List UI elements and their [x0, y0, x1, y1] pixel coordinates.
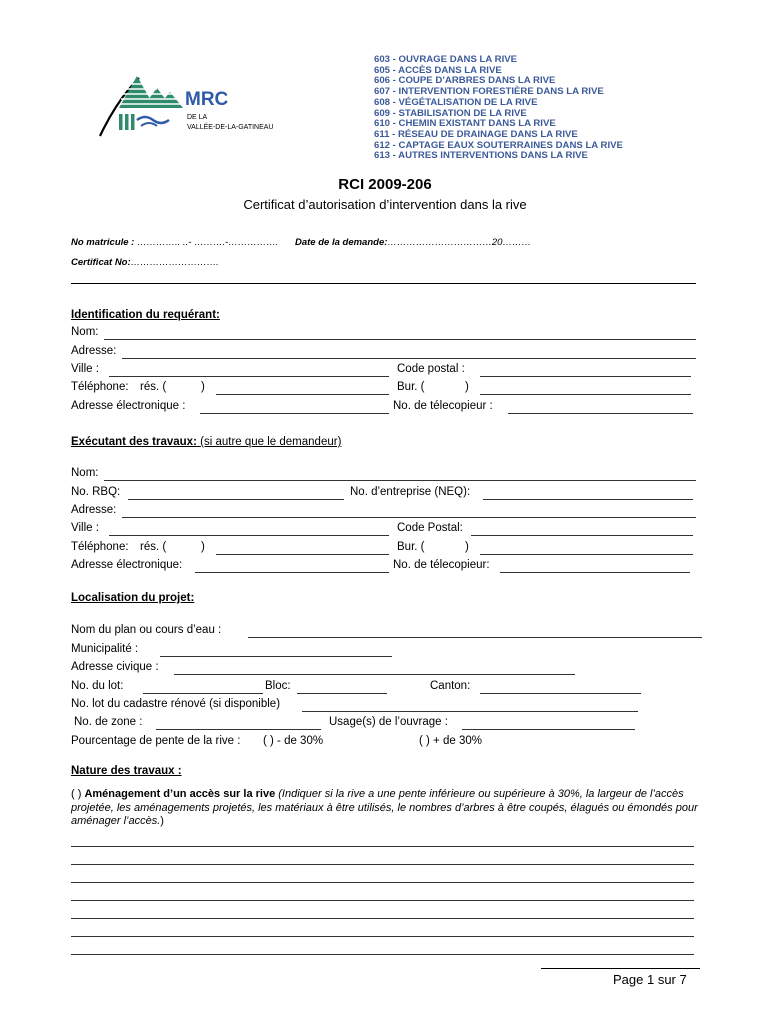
nature-acces-title: Aménagement d’un accès sur la rive	[84, 788, 276, 800]
requerant-res-label: rés. (	[140, 381, 167, 393]
adresse-civique-label: Adresse civique :	[71, 661, 159, 673]
executant-telephone-label: Téléphone:	[71, 541, 129, 553]
matricule-value[interactable]: ………….. ..- ……….-…………….	[137, 237, 279, 248]
requerant-nom-field[interactable]	[104, 339, 696, 340]
document-subtitle: Certificat d’autorisation d’intervention dans la rive	[243, 197, 527, 212]
logo-text-de-la: DE LA	[187, 114, 208, 121]
nature-answer-line[interactable]	[71, 900, 694, 901]
requerant-bur-field[interactable]	[480, 394, 691, 395]
executant-courriel-label: Adresse électronique:	[71, 559, 183, 571]
executant-heading-row	[71, 436, 341, 448]
municipalite-field[interactable]	[160, 656, 392, 657]
date-label: Date de la demande:	[295, 237, 388, 248]
plan-eau-label: Nom du plan ou cours d’eau :	[71, 624, 222, 636]
bloc-field[interactable]	[297, 693, 387, 694]
lot-label: No. du lot:	[71, 680, 124, 692]
nature-answer-line[interactable]	[71, 882, 694, 883]
nature-answer-line[interactable]	[71, 864, 694, 865]
requerant-ville-field[interactable]	[109, 376, 389, 377]
date-row	[295, 237, 531, 248]
nature-heading: Nature des travaux :	[71, 765, 182, 777]
matricule-label: No matricule :	[71, 237, 135, 248]
adresse-civique-field[interactable]	[174, 674, 575, 675]
canton-field[interactable]	[480, 693, 641, 694]
code-item: 611 - RÉSEAU DE DRAINAGE DANS LA RIVE	[374, 128, 578, 140]
executant-res-paren: )	[201, 541, 205, 553]
certificat-row	[71, 257, 219, 268]
logo-text-vallee: VALLÉE-DE-LA-GATINEAU	[187, 124, 274, 131]
executant-rbq-field[interactable]	[128, 499, 344, 500]
requerant-telephone-label: Téléphone:	[71, 381, 129, 393]
zone-label: No. de zone :	[74, 716, 143, 728]
executant-nom-label: Nom:	[71, 467, 99, 479]
code-item: 609 - STABILISATION DE LA RIVE	[374, 107, 527, 119]
executant-bur-paren: )	[465, 541, 469, 553]
canton-label: Canton:	[430, 680, 471, 692]
page-number: Page 1 sur 7	[613, 972, 687, 987]
nature-acces-close: )	[160, 815, 164, 827]
nature-answer-line[interactable]	[71, 936, 694, 937]
executant-res-label: rés. (	[140, 541, 167, 553]
requerant-heading: Identification du requérant:	[71, 309, 220, 321]
code-item: 606 - COUPE D’ARBRES DANS LA RIVE	[374, 75, 556, 87]
code-item: 607 - INTERVENTION FORESTIÈRE DANS LA RIVE	[374, 86, 604, 98]
requerant-telecopieur-field[interactable]	[508, 413, 693, 414]
executant-neq-field[interactable]	[483, 499, 693, 500]
requerant-courriel-label: Adresse électronique :	[71, 400, 186, 412]
executant-telecopieur-field[interactable]	[500, 572, 690, 573]
certificat-value[interactable]: ……………………….	[130, 257, 219, 268]
cadastre-label: No. lot du cadastre rénové (si disponible)	[71, 698, 281, 710]
executant-neq-label: No. d’entreprise (NEQ):	[350, 486, 471, 498]
requerant-code-postal-label: Code postal :	[397, 363, 465, 375]
matricule-row	[71, 237, 278, 248]
code-item: 612 - CAPTAGE EAUX SOUTERRAINES DANS LA RIVE	[374, 139, 623, 151]
nature-answer-line[interactable]	[71, 846, 694, 847]
requerant-bur-label: Bur. (	[397, 381, 425, 393]
localisation-heading: Localisation du projet:	[71, 592, 195, 604]
executant-courriel-field[interactable]	[195, 572, 389, 573]
nature-acces-instructions: (Indiquer si la rive a une pente inférieure ou supérieure à 30%, la largeur de l’accès projetée, les aménagements projetés, les matériaux à être utilisés, le nombres d’arbres à être coupés, élagués ou émondés pour aménager l’accès.	[71, 788, 698, 827]
mrc-logo	[97, 72, 287, 142]
requerant-bur-paren: )	[465, 381, 469, 393]
nature-acces-checkbox[interactable]: ( )	[71, 788, 82, 800]
nature-item-acces	[71, 788, 701, 829]
requerant-ville-label: Ville :	[71, 363, 99, 375]
executant-heading: Exécutant des travaux:	[71, 436, 197, 448]
requerant-courriel-field[interactable]	[200, 413, 389, 414]
code-item: 603 - OUVRAGE DANS LA RIVE	[374, 54, 518, 65]
nature-answer-line[interactable]	[71, 918, 694, 919]
requerant-code-postal-field[interactable]	[480, 376, 691, 377]
executant-heading-note: (si autre que le demandeur)	[200, 436, 342, 448]
code-item: 608 - VÉGÉTALISATION DE LA RIVE	[374, 96, 538, 108]
logo-text-mrc: MRC	[185, 89, 229, 110]
requerant-res-paren: )	[201, 381, 205, 393]
document-title: RCI 2009-206	[338, 176, 432, 193]
nature-answer-line[interactable]	[71, 954, 694, 955]
code-item: 610 - CHEMIN EXISTANT DANS LA RIVE	[374, 118, 556, 130]
lot-field[interactable]	[143, 693, 263, 694]
executant-res-field[interactable]	[216, 554, 389, 555]
pente-moins-30-checkbox[interactable]: ( ) - de 30%	[263, 735, 324, 747]
plan-eau-field[interactable]	[248, 637, 702, 638]
date-value[interactable]: ……………………………20………	[387, 237, 531, 248]
executant-rbq-label: No. RBQ:	[71, 486, 121, 498]
requerant-res-field[interactable]	[216, 394, 389, 395]
executant-bur-label: Bur. (	[397, 541, 425, 553]
code-item: 613 - AUTRES INTERVENTIONS DANS LA RIVE	[374, 150, 588, 162]
requerant-telecopieur-label: No. de télecopieur :	[393, 400, 493, 412]
executant-adresse-label: Adresse:	[71, 504, 117, 516]
pente-label: Pourcentage de pente de la rive :	[71, 735, 241, 747]
executant-telecopieur-label: No. de télecopieur:	[393, 559, 490, 571]
requerant-adresse-label: Adresse:	[71, 345, 117, 357]
executant-nom-field[interactable]	[104, 480, 696, 481]
certificat-label: Certificat No:	[71, 257, 131, 268]
footer-divider	[541, 968, 700, 969]
executant-code-postal-field[interactable]	[471, 535, 693, 536]
mrc-logo-graphic	[97, 72, 287, 142]
municipalite-label: Municipalité :	[71, 643, 139, 655]
usage-field[interactable]	[462, 729, 635, 730]
zone-field[interactable]	[156, 729, 321, 730]
cadastre-field[interactable]	[302, 711, 638, 712]
executant-code-postal-label: Code Postal:	[397, 522, 463, 534]
section-divider	[71, 283, 696, 284]
bloc-label: Bloc:	[265, 680, 291, 692]
code-item: 605 - ACCÈS DANS LA RIVE	[374, 64, 502, 76]
requerant-adresse-field[interactable]	[122, 358, 696, 359]
executant-ville-label: Ville :	[71, 522, 99, 534]
executant-ville-field[interactable]	[109, 535, 389, 536]
usage-label: Usage(s) de l’ouvrage :	[329, 716, 448, 728]
executant-bur-field[interactable]	[480, 554, 693, 555]
executant-adresse-field[interactable]	[122, 517, 696, 518]
intervention-codes-list	[374, 55, 623, 162]
requerant-nom-label: Nom:	[71, 326, 99, 338]
pente-plus-30-checkbox[interactable]: ( ) + de 30%	[419, 735, 482, 747]
